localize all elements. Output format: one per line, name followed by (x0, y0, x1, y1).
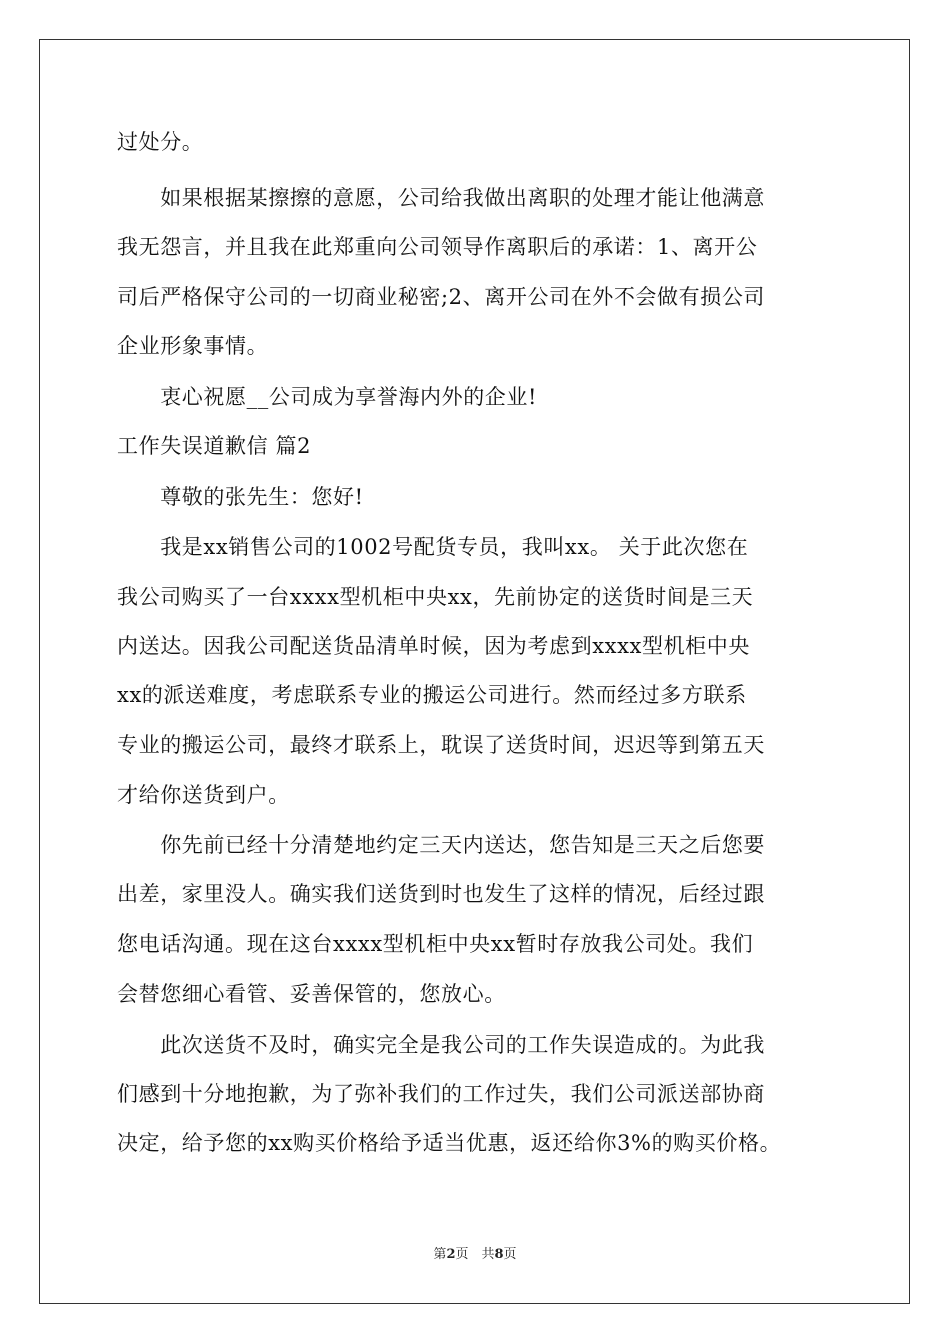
text-line: 如果根据某擦擦的意愿，公司给我做出离职的处理才能让他满意 (117, 186, 765, 210)
text-line: 企业形象事情。 (117, 334, 269, 358)
text-line: 才给你送货到户。 (117, 783, 290, 807)
text-line: 出差，家里没人。确实我们送货到时也发生了这样的情况，后经过跟 (117, 882, 765, 906)
current-page-number: 2 (446, 1247, 456, 1262)
text-line: 会替您细心看管、妥善保管的，您放心。 (117, 982, 506, 1006)
text-line: 尊敬的张先生：您好! (117, 485, 364, 509)
page-footer (0, 1246, 950, 1264)
text-line: 衷心祝愿__公司成为享誉海内外的企业! (117, 385, 538, 409)
text-line: 您电话沟通。现在这台xxxx型机柜中央xx暂时存放我公司处。我们 (117, 932, 754, 956)
text-line: 我无怨言，并且我在此郑重向公司领导作离职后的承诺：1、离开公 (117, 235, 758, 259)
text-line: 决定，给予您的xx购买价格给予适当优惠，返还给你3%的购买价格。 (117, 1131, 782, 1155)
text-line: 我公司购买了一台xxxx型机柜中央xx，先前协定的送货时间是三天 (117, 585, 754, 609)
footer-prefix: 第 (433, 1247, 447, 1262)
footer-suffix: 页 (503, 1247, 517, 1262)
text-line: 司后严格保守公司的一切商业秘密;2、离开公司在外不会做有损公司 (117, 285, 766, 309)
footer-mid: 页 共 (455, 1247, 495, 1262)
text-line: 专业的搬运公司，最终才联系上，耽误了送货时间，迟迟等到第五天 (117, 733, 765, 757)
text-line: 你先前已经十分清楚地约定三天内送达，您告知是三天之后您要 (117, 833, 765, 857)
text-line: xx的派送难度，考虑联系专业的搬运公司进行。然而经过多方联系 (117, 683, 747, 707)
text-line: 此次送货不及时，确实完全是我公司的工作失误造成的。为此我 (117, 1033, 765, 1057)
total-page-count: 8 (494, 1247, 504, 1262)
text-line: 内送达。因我公司配送货品清单时候，因为考虑到xxxx型机柜中央 (117, 634, 750, 658)
page-border (39, 39, 910, 1304)
text-line: 我是xx销售公司的1002号配货专员，我叫xx。 关于此次您在 (117, 535, 749, 559)
text-line: 们感到十分地抱歉，为了弥补我们的工作过失，我们公司派送部协商 (117, 1082, 765, 1106)
section-heading: 工作失误道歉信 篇2 (117, 434, 312, 458)
text-line: 过处分。 (117, 130, 204, 154)
